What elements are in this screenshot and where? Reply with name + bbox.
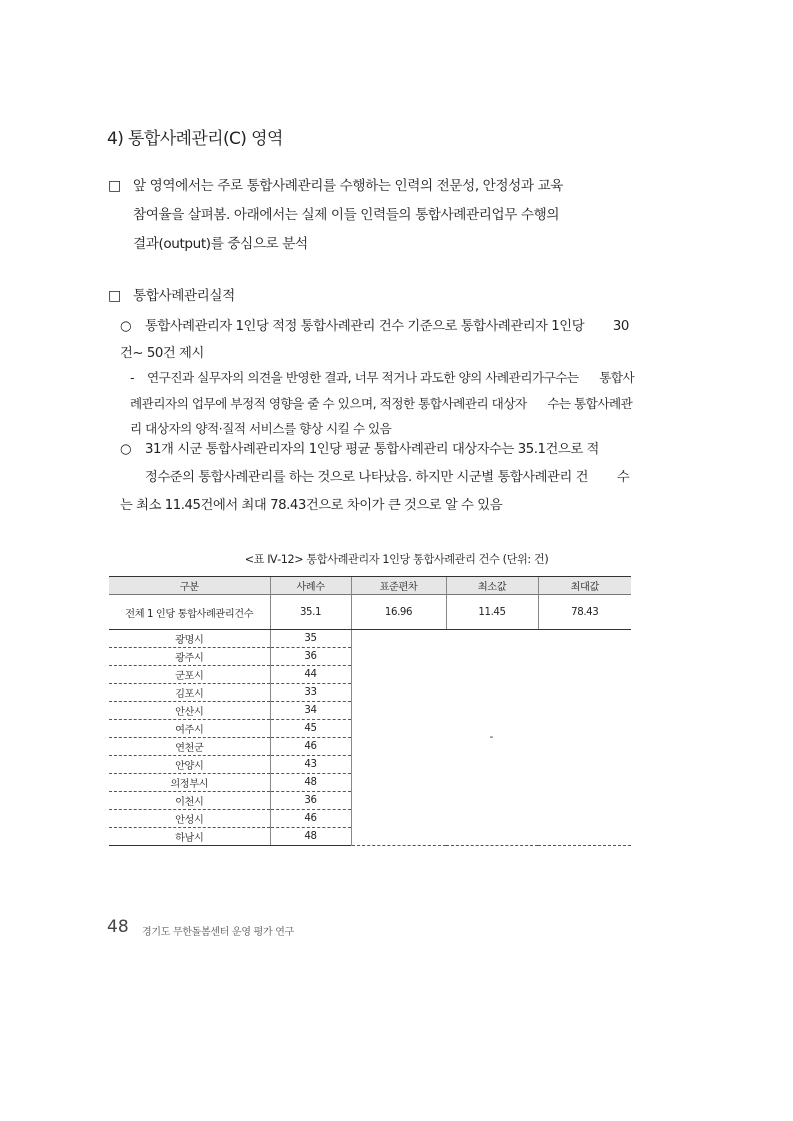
city-count-cell: 35 [270, 630, 351, 648]
merged-empty-cell: - [351, 630, 631, 846]
column-header: 표준편차 [351, 577, 446, 595]
city-count-cell: 45 [270, 720, 351, 738]
city-name-cell: 안산시 [109, 702, 270, 720]
city-name-cell: 여주시 [109, 720, 270, 738]
city-count-cell: 44 [270, 666, 351, 684]
city-name-cell: 의정부시 [109, 774, 270, 792]
city-name-cell: 연천군 [109, 738, 270, 756]
footer-title: 경기도 무한돌봄센터 운영 평가 연구 [142, 927, 294, 938]
city-name-cell: 안양시 [109, 756, 270, 774]
sub-bullet-line: 통합사례관리자의 업무에 부정적 영향을 줄 수 있으며, 적정한 통합사례관리 대상자 [130, 370, 635, 411]
square-bullet-icon: □ [108, 178, 121, 194]
city-name-cell: 김포시 [109, 684, 270, 702]
city-count-cell: 46 [270, 738, 351, 756]
bullet-line: 통합사례관리자 1인당 적정 통합사례관리 건수 기준으로 통합사례관리자 1인당 [145, 319, 585, 334]
table-cell: 35.1 [270, 595, 351, 630]
city-name-cell: 안성시 [109, 810, 270, 828]
city-count-cell: 48 [270, 828, 351, 846]
performance-section [108, 282, 235, 311]
city-count-cell: 43 [270, 756, 351, 774]
city-count-cell: 48 [270, 774, 351, 792]
intro-line: 앞 영역에서는 주로 통합사례관리를 수행하는 인력의 전문성, 안정성과 교육 [133, 178, 563, 194]
bullet-item [120, 313, 640, 367]
bullet-item [120, 436, 640, 520]
bullet-line: 정수준의 통합사례관리를 하는 것으로 나타났음. 하지만 시군별 통합사례관리 건 [145, 470, 589, 485]
table-row [109, 630, 631, 648]
sub-bullet-item [130, 365, 640, 442]
performance-title: 통합사례관리실적 [133, 288, 235, 304]
city-count-cell: 36 [270, 792, 351, 810]
city-name-cell: 광주시 [109, 648, 270, 666]
city-name-cell: 광명시 [109, 630, 270, 648]
table-header-row [109, 577, 631, 595]
table-cell: 78.43 [538, 595, 631, 630]
section-heading: 4) 통합사례관리(C) 영역 [107, 129, 283, 149]
intro-line: 참여율을 살펴봄. 아래에서는 실제 이들 인력들의 통합사례관리업무 수행의 [133, 207, 560, 223]
table-cell: 11.45 [446, 595, 538, 630]
sub-bullet-line: 수는 통합사례관리 대상자의 양적·질적 서비스를 향상 시킬 수 있음 [130, 395, 633, 436]
city-count-cell: 34 [270, 702, 351, 720]
page-number: 48 [107, 917, 129, 937]
column-header: 최소값 [446, 577, 538, 595]
table-caption: <표 Ⅳ-12> 통합사례관리자 1인당 통합사례관리 건수 (단위: 건) [244, 553, 549, 566]
sub-bullet-line: 연구진과 실무자의 의견을 반영한 결과, 너무 적거나 과도한 양의 사례관리가구수는 [147, 370, 579, 385]
intro-paragraph [108, 172, 638, 259]
total-row [109, 595, 631, 630]
city-count-cell: 36 [270, 648, 351, 666]
dash-bullet-icon: - [130, 370, 135, 385]
column-header: 구분 [109, 577, 270, 595]
square-bullet-icon: □ [108, 288, 121, 304]
bullet-line: 31개 시군 통합사례관리자의 1인당 평균 통합사례관리 대상자수는 35.1건으로 적 [145, 442, 599, 457]
circle-bullet-icon: ○ [120, 442, 132, 457]
city-name-cell: 군포시 [109, 666, 270, 684]
city-count-cell: 46 [270, 810, 351, 828]
city-name-cell: 이천시 [109, 792, 270, 810]
table-cell: 전체 1 인당 통합사례관리건수 [109, 595, 270, 630]
cases-table [109, 576, 631, 846]
city-name-cell: 하남시 [109, 828, 270, 846]
bullet-line: 30건~ 50건 제시 [120, 319, 629, 361]
intro-line: 결과(output)를 중심으로 분석 [133, 236, 308, 252]
table-cell: 16.96 [351, 595, 446, 630]
circle-bullet-icon: ○ [120, 319, 132, 334]
column-header: 사례수 [270, 577, 351, 595]
column-header: 최대값 [538, 577, 631, 595]
bullet-line: 수는 최소 11.45건에서 최대 78.43건으로 차이가 큰 것으로 알 수 있음 [120, 470, 630, 513]
city-count-cell: 33 [270, 684, 351, 702]
